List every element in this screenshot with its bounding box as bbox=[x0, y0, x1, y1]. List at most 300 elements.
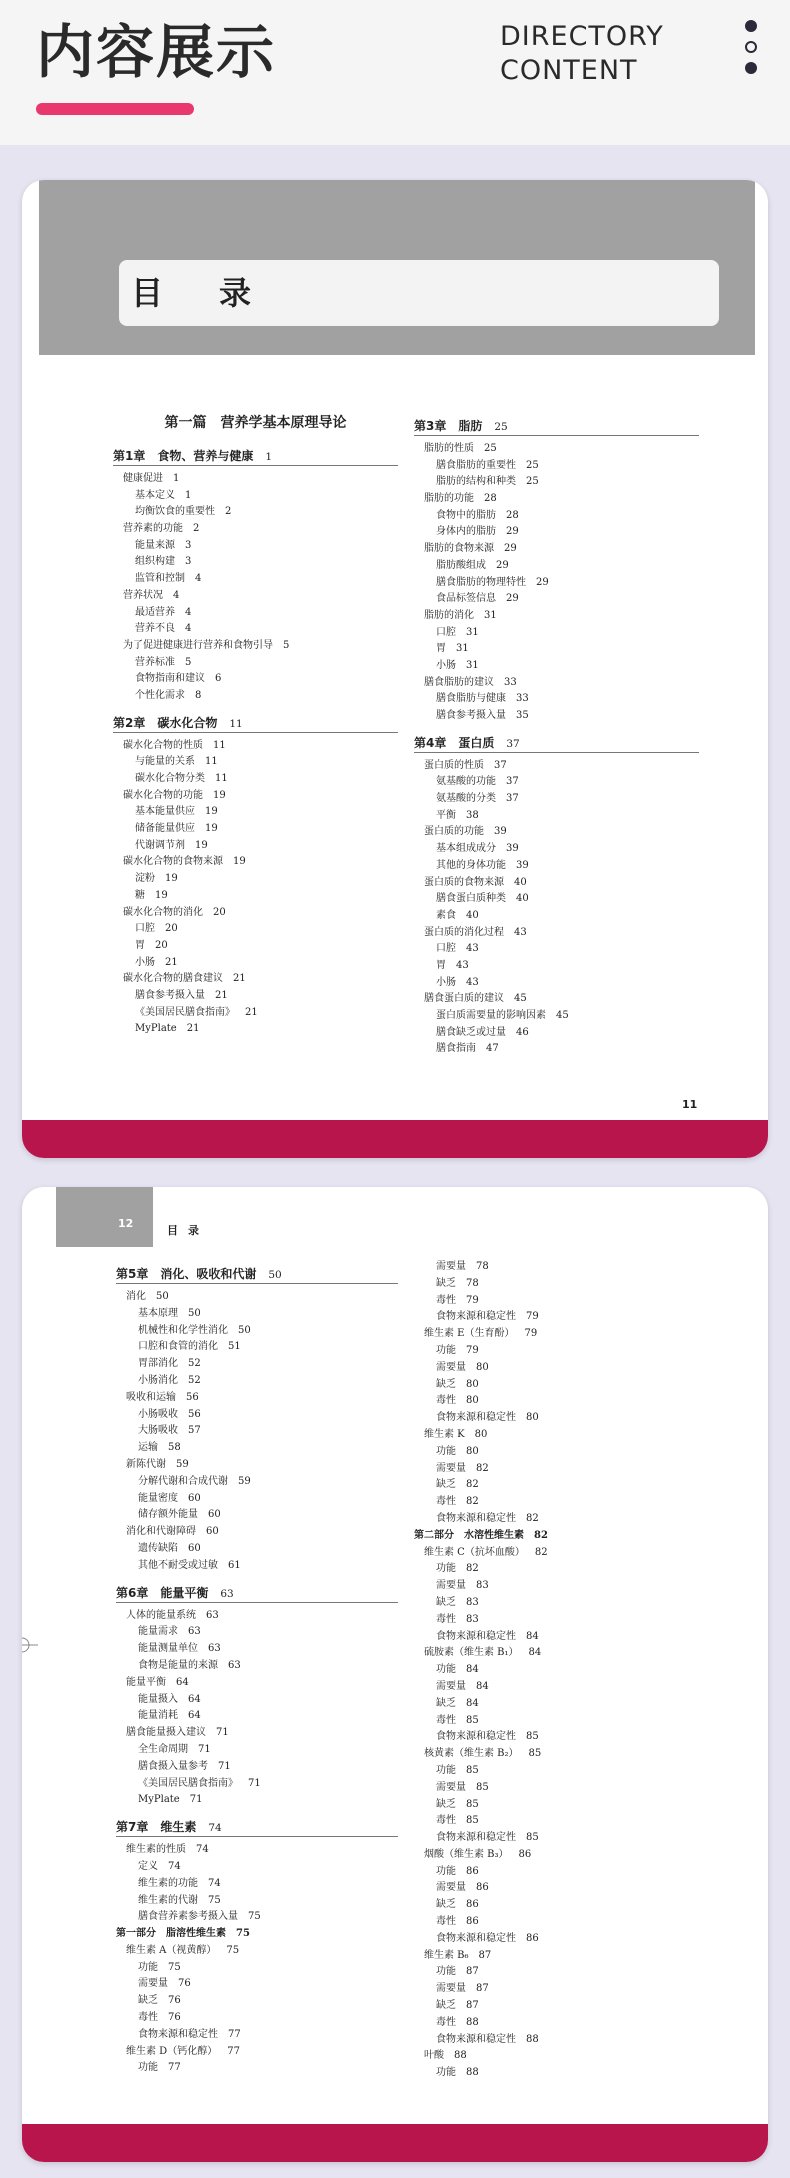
entry-title: 膳食蛋白质的建议 bbox=[424, 993, 504, 1005]
entry-page-number: 76 bbox=[168, 2012, 181, 2024]
entry-title: 缺乏 bbox=[436, 2000, 456, 2012]
toc-subentry bbox=[414, 1393, 714, 1410]
entry-title: 与能量的关系 bbox=[135, 756, 195, 768]
entry-title: 维生素 B₆ bbox=[424, 1949, 469, 1961]
toc-subentry bbox=[116, 1759, 398, 1776]
entry-page-number: 63 bbox=[208, 1643, 221, 1655]
entry-title: 吸收和运输 bbox=[126, 1391, 176, 1403]
toc-entry bbox=[414, 2048, 714, 2065]
entry-title: 缺乏 bbox=[436, 1378, 456, 1390]
toc-subentry bbox=[113, 671, 398, 688]
entry-page-number: 63 bbox=[220, 1587, 234, 1600]
entry-title: 脂肪的消化 bbox=[424, 609, 474, 621]
entry-page-number: 85 bbox=[476, 1781, 489, 1793]
entry-title: 需要量 bbox=[436, 1261, 466, 1272]
entry-title: 素食 bbox=[436, 909, 456, 921]
entry-page-number: 87 bbox=[466, 2000, 479, 2012]
toc-subentry bbox=[414, 958, 699, 975]
entry-page-number: 80 bbox=[474, 1428, 488, 1440]
entry-title: 维生素的代谢 bbox=[138, 1894, 198, 1906]
entry-title: 小肠 bbox=[436, 659, 456, 671]
toc-entry bbox=[414, 1948, 714, 1965]
chapter-heading bbox=[113, 448, 398, 466]
entry-page-number: 43 bbox=[466, 976, 479, 988]
entry-page-number: 78 bbox=[466, 1277, 479, 1289]
entry-title: 毒性 bbox=[436, 1916, 456, 1928]
toc-subentry bbox=[116, 1507, 398, 1524]
page-title: 内容展示 bbox=[36, 18, 277, 86]
toc-subentry bbox=[414, 1864, 714, 1881]
toc-subentry bbox=[414, 1931, 714, 1948]
entry-title: 遗传缺陷 bbox=[138, 1542, 178, 1554]
toc-subentry bbox=[414, 1293, 714, 1310]
entry-page-number: 74 bbox=[196, 1844, 209, 1856]
entry-title: 第7章 维生素 bbox=[116, 1820, 197, 1835]
header-subtitle-line1: DIRECTORY bbox=[500, 21, 664, 52]
entry-title: 营养素的功能 bbox=[123, 523, 183, 535]
toc-subentry bbox=[116, 1541, 398, 1558]
entry-title: 胃 bbox=[436, 643, 446, 655]
entry-page-number: 84 bbox=[466, 1697, 479, 1709]
entry-title: 小肠 bbox=[135, 956, 155, 968]
entry-page-number: 84 bbox=[526, 1630, 539, 1642]
entry-page-number: 31 bbox=[484, 609, 497, 621]
entry-page-number: 35 bbox=[516, 710, 529, 721]
toc-subentry bbox=[414, 808, 699, 825]
toc-subentry bbox=[116, 2060, 398, 2077]
entry-title: 能量测量单位 bbox=[138, 1643, 198, 1655]
toc-subentry bbox=[414, 1041, 699, 1058]
entry-title: 胃部消化 bbox=[138, 1358, 178, 1370]
entry-title: MyPlate bbox=[135, 1023, 177, 1035]
toc-entry bbox=[113, 738, 398, 755]
toc-entry bbox=[116, 1842, 398, 1859]
entry-page-number: 28 bbox=[484, 493, 497, 505]
toc-subentry bbox=[414, 691, 699, 708]
entry-page-number: 71 bbox=[189, 1794, 203, 1806]
toc-entry bbox=[113, 971, 398, 988]
entry-title: 大肠吸收 bbox=[138, 1425, 178, 1437]
entry-page-number: 33 bbox=[504, 676, 517, 688]
entry-title: 毒性 bbox=[436, 1395, 456, 1407]
entry-page-number: 29 bbox=[496, 559, 509, 571]
toc-entry bbox=[414, 925, 699, 942]
entry-page-number: 1 bbox=[265, 451, 273, 463]
page-number-tab bbox=[56, 1187, 153, 1247]
toc-subentry bbox=[414, 1008, 699, 1025]
header-subtitle bbox=[500, 20, 664, 88]
toc-entry bbox=[414, 1746, 714, 1763]
entry-page-number: 19 bbox=[233, 856, 246, 868]
part-heading: 第一篇 营养学基本原理导论 bbox=[164, 415, 347, 431]
toc-entry bbox=[414, 991, 699, 1008]
chapter-heading bbox=[414, 418, 699, 436]
entry-page-number: 4 bbox=[173, 589, 180, 601]
entry-title: 膳食参考摄入量 bbox=[436, 710, 506, 721]
toc-subentry bbox=[116, 1323, 398, 1340]
entry-title: 第2章 碳水化合物 bbox=[113, 715, 218, 730]
entry-page-number: 75 bbox=[208, 1894, 221, 1906]
toc-subentry bbox=[116, 1893, 398, 1910]
entry-page-number: 33 bbox=[516, 693, 529, 705]
toc-subentry bbox=[116, 1491, 398, 1508]
entry-page-number: 19 bbox=[195, 839, 208, 851]
entry-page-number: 63 bbox=[228, 1659, 241, 1671]
entry-title: 功能 bbox=[436, 1445, 456, 1457]
entry-title: 硫胺素（维生素 B₁） bbox=[424, 1647, 519, 1659]
entry-page-number: 43 bbox=[466, 943, 479, 955]
toc-subentry bbox=[113, 938, 398, 955]
toc-subentry bbox=[116, 1909, 398, 1926]
entry-page-number: 85 bbox=[466, 1764, 479, 1776]
toc-subentry bbox=[414, 941, 699, 958]
entry-title: 膳食缺乏或过量 bbox=[436, 1026, 506, 1038]
entry-title: 膳食脂肪与健康 bbox=[436, 693, 506, 705]
toc-entry bbox=[113, 521, 398, 538]
entry-title: 需要量 bbox=[436, 1983, 466, 1995]
running-head: 目录 bbox=[167, 1224, 209, 1237]
entry-page-number: 59 bbox=[176, 1458, 189, 1470]
page-footer-bar bbox=[22, 1120, 768, 1158]
entry-title: 小肠 bbox=[436, 976, 456, 988]
entry-title: 运输 bbox=[138, 1442, 158, 1454]
entry-title: 膳食蛋白质种类 bbox=[436, 893, 506, 905]
entry-page-number: 76 bbox=[168, 1995, 181, 2007]
entry-title: 缺乏 bbox=[436, 1596, 456, 1608]
entry-page-number: 64 bbox=[176, 1676, 189, 1688]
entry-page-number: 86 bbox=[466, 1916, 479, 1928]
entry-title: 基本定义 bbox=[135, 489, 175, 501]
entry-page-number: 77 bbox=[227, 2045, 240, 2057]
entry-page-number: 20 bbox=[155, 939, 168, 951]
entry-page-number: 21 bbox=[186, 1023, 200, 1035]
entry-title: 能量平衡 bbox=[126, 1676, 166, 1688]
entry-title: 蛋白质的功能 bbox=[424, 826, 484, 838]
entry-title: 食物指南和建议 bbox=[135, 673, 205, 685]
toc-subentry bbox=[113, 605, 398, 622]
toc-column-right bbox=[414, 1259, 714, 2082]
toc-subentry bbox=[113, 988, 398, 1005]
entry-page-number: 88 bbox=[466, 2067, 479, 2079]
entry-page-number: 79 bbox=[526, 1311, 539, 1323]
entry-page-number: 63 bbox=[206, 1609, 219, 1621]
entry-title: 维生素 K bbox=[424, 1428, 465, 1440]
entry-title: 蛋白质需要量的影响因素 bbox=[436, 1010, 546, 1021]
toc-entry bbox=[113, 788, 398, 805]
pagination-dot bbox=[745, 62, 757, 74]
toc-subentry bbox=[414, 1309, 714, 1326]
entry-title: 膳食脂肪的物理特性 bbox=[436, 576, 526, 588]
entry-title: 功能 bbox=[138, 2062, 158, 2074]
entry-page-number: 29 bbox=[506, 526, 519, 538]
entry-page-number: 52 bbox=[188, 1358, 201, 1370]
toc-subentry bbox=[414, 891, 699, 908]
toc-entry bbox=[116, 1943, 398, 1960]
entry-page-number: 2 bbox=[225, 506, 232, 518]
entry-page-number: 82 bbox=[534, 1529, 548, 1541]
entry-title: 新陈代谢 bbox=[126, 1458, 166, 1470]
entry-page-number: 31 bbox=[466, 659, 479, 671]
toc-subentry bbox=[116, 1976, 398, 1993]
entry-page-number: 20 bbox=[165, 923, 178, 935]
entry-page-number: 21 bbox=[165, 956, 178, 968]
entry-title: 氨基酸的分类 bbox=[436, 793, 496, 805]
entry-title: 人体的能量系统 bbox=[126, 1609, 196, 1621]
toc-subentry bbox=[414, 1343, 714, 1360]
toc-subentry bbox=[414, 1780, 714, 1797]
toc-subentry bbox=[414, 1763, 714, 1780]
entry-page-number: 63 bbox=[188, 1626, 201, 1638]
entry-page-number: 39 bbox=[506, 843, 519, 855]
toc-subentry bbox=[116, 1339, 398, 1356]
toc-entry bbox=[116, 1608, 398, 1625]
toc-subentry bbox=[414, 2065, 714, 2082]
toc-subentry bbox=[414, 1461, 714, 1478]
entry-page-number: 29 bbox=[506, 593, 519, 605]
toc-subentry bbox=[414, 1629, 714, 1646]
entry-title: 维生素 D（钙化醇） bbox=[126, 2045, 218, 2057]
entry-title: MyPlate bbox=[138, 1794, 180, 1806]
toc-part-entry bbox=[414, 1528, 714, 1545]
toc-subentry bbox=[414, 1578, 714, 1595]
title-underline bbox=[36, 103, 194, 115]
toc-subentry bbox=[116, 1440, 398, 1457]
toc-column-right bbox=[414, 418, 699, 1058]
entry-title: 均衡饮食的重要性 bbox=[135, 506, 215, 518]
toc-subentry bbox=[414, 508, 699, 525]
entry-page-number: 60 bbox=[208, 1509, 221, 1521]
entry-title: 维生素的性质 bbox=[126, 1844, 186, 1856]
toc-subentry bbox=[414, 1360, 714, 1377]
entry-title: 膳食脂肪的重要性 bbox=[436, 459, 516, 471]
entry-page-number: 45 bbox=[514, 993, 527, 1005]
entry-title: 糖 bbox=[135, 889, 145, 901]
pagination-dot bbox=[745, 20, 757, 32]
toc-entry bbox=[113, 905, 398, 922]
toc-entry bbox=[113, 854, 398, 871]
toc-subentry bbox=[414, 1797, 714, 1814]
toc-subentry bbox=[113, 771, 398, 788]
entry-page-number: 86 bbox=[466, 1865, 479, 1877]
toc-subentry bbox=[113, 504, 398, 521]
entry-title: 需要量 bbox=[436, 1580, 466, 1592]
toc-subentry bbox=[414, 1914, 714, 1931]
toc-subentry bbox=[414, 1964, 714, 1981]
entry-page-number: 82 bbox=[466, 1479, 479, 1491]
toc-subentry bbox=[414, 2032, 714, 2049]
entry-page-number: 5 bbox=[185, 656, 192, 668]
entry-title: 功能 bbox=[436, 1966, 456, 1978]
toc-subentry bbox=[113, 655, 398, 672]
toc-page-11 bbox=[22, 180, 768, 1158]
toc-subentry bbox=[116, 1624, 398, 1641]
entry-page-number: 37 bbox=[494, 759, 507, 771]
entry-page-number: 74 bbox=[208, 1822, 222, 1835]
toc-entry bbox=[414, 824, 699, 841]
toc-subentry bbox=[113, 621, 398, 638]
entry-title: 缺乏 bbox=[436, 1277, 456, 1289]
entry-page-number: 28 bbox=[506, 509, 519, 521]
entry-page-number: 80 bbox=[526, 1412, 539, 1424]
entry-title: 碳水化合物的膳食建议 bbox=[123, 973, 223, 985]
entry-page-number: 86 bbox=[466, 1899, 479, 1911]
entry-title: 脂肪酸组成 bbox=[436, 559, 486, 571]
entry-page-number: 47 bbox=[486, 1043, 499, 1055]
entry-title: 功能 bbox=[436, 1563, 456, 1575]
toc-subentry bbox=[414, 641, 699, 658]
toc-subentry bbox=[414, 791, 699, 808]
entry-title: 胃 bbox=[135, 939, 145, 951]
toc-subentry bbox=[116, 1993, 398, 2010]
entry-page-number: 3 bbox=[185, 539, 192, 551]
entry-page-number: 37 bbox=[506, 776, 519, 788]
entry-page-number: 25 bbox=[494, 421, 508, 433]
entry-title: 食物是能量的来源 bbox=[138, 1659, 218, 1671]
entry-title: 营养标准 bbox=[135, 656, 175, 668]
entry-title: 基本原理 bbox=[138, 1307, 178, 1319]
entry-title: 氨基酸的功能 bbox=[436, 776, 496, 788]
entry-page-number: 85 bbox=[466, 1815, 479, 1827]
entry-title: 小肠吸收 bbox=[138, 1408, 178, 1420]
toc-subentry bbox=[414, 558, 699, 575]
entry-title: 能量需求 bbox=[138, 1626, 178, 1638]
toc-subentry bbox=[414, 1998, 714, 2015]
entry-page-number: 50 bbox=[188, 1307, 201, 1319]
entry-page-number: 85 bbox=[466, 1798, 479, 1810]
entry-title: 功能 bbox=[436, 1344, 456, 1356]
entry-title: 脂肪的食物来源 bbox=[424, 543, 494, 555]
toc-title: 目录 bbox=[131, 274, 308, 312]
entry-title: 食物来源和稳定性 bbox=[436, 1731, 516, 1743]
toc-subentry bbox=[116, 1356, 398, 1373]
entry-title: 功能 bbox=[436, 1664, 456, 1676]
entry-page-number: 19 bbox=[205, 823, 218, 835]
entry-page-number: 1 bbox=[173, 473, 180, 484]
toc-subentry bbox=[414, 1561, 714, 1578]
entry-title: 第6章 能量平衡 bbox=[116, 1585, 209, 1600]
toc-subentry bbox=[414, 1662, 714, 1679]
toc-subentry bbox=[414, 1477, 714, 1494]
toc-subentry bbox=[116, 1960, 398, 1977]
entry-page-number: 51 bbox=[228, 1341, 241, 1353]
entry-title: 食物来源和稳定性 bbox=[436, 1832, 516, 1844]
toc-entry bbox=[414, 1545, 714, 1562]
chapter-heading bbox=[116, 1819, 398, 1837]
entry-page-number: 79 bbox=[466, 1294, 479, 1306]
toc-subentry bbox=[414, 1259, 714, 1276]
entry-title: 膳食摄入量参考 bbox=[138, 1760, 208, 1772]
entry-page-number: 2 bbox=[193, 523, 200, 535]
toc-page-12 bbox=[22, 1187, 768, 2162]
entry-page-number: 11 bbox=[215, 773, 228, 784]
toc-subentry bbox=[116, 1692, 398, 1709]
entry-title: 能量消耗 bbox=[138, 1710, 178, 1722]
entry-page-number: 83 bbox=[466, 1596, 479, 1608]
entry-page-number: 38 bbox=[466, 809, 479, 821]
toc-entry bbox=[414, 1427, 714, 1444]
entry-title: 缺乏 bbox=[436, 1697, 456, 1709]
toc-subentry bbox=[414, 1612, 714, 1629]
entry-page-number: 60 bbox=[188, 1492, 201, 1504]
entry-title: 个性化需求 bbox=[135, 689, 185, 701]
entry-title: 缺乏 bbox=[436, 1899, 456, 1911]
entry-page-number: 86 bbox=[526, 1932, 539, 1944]
toc-subentry bbox=[113, 688, 398, 705]
toc-subentry bbox=[414, 524, 699, 541]
toc-subentry bbox=[414, 1410, 714, 1427]
toc-subentry bbox=[414, 1880, 714, 1897]
toc-subentry bbox=[116, 1708, 398, 1725]
page-number: 11 bbox=[682, 1098, 698, 1111]
entry-title: 膳食指南 bbox=[436, 1043, 476, 1055]
entry-title: 食物来源和稳定性 bbox=[436, 2033, 516, 2045]
toc-entry bbox=[414, 875, 699, 892]
toc-entry bbox=[116, 1725, 398, 1742]
entry-title: 平衡 bbox=[436, 809, 456, 821]
entry-title: 消化 bbox=[126, 1291, 146, 1302]
entry-page-number: 25 bbox=[484, 443, 497, 454]
entry-page-number: 21 bbox=[215, 989, 228, 1001]
entry-title: 能量摄入 bbox=[138, 1693, 178, 1705]
toc-entry bbox=[116, 1675, 398, 1692]
entry-title: 碳水化合物的消化 bbox=[123, 906, 203, 918]
entry-title: 毒性 bbox=[138, 2012, 158, 2024]
entry-page-number: 50 bbox=[268, 1269, 282, 1281]
entry-page-number: 21 bbox=[233, 973, 246, 985]
entry-page-number: 11 bbox=[213, 739, 226, 751]
entry-page-number: 3 bbox=[185, 556, 192, 568]
entry-title: 膳食参考摄入量 bbox=[135, 989, 205, 1001]
entry-page-number: 85 bbox=[526, 1832, 539, 1844]
entry-title: 其他的身体功能 bbox=[436, 859, 506, 871]
entry-title: 食物来源和稳定性 bbox=[436, 1512, 516, 1524]
toc-entry bbox=[414, 441, 699, 458]
entry-page-number: 87 bbox=[466, 1966, 479, 1978]
toc-part-entry bbox=[116, 1926, 398, 1943]
entry-page-number: 50 bbox=[238, 1324, 251, 1336]
entry-title: 第二部分 水溶性维生素 bbox=[414, 1529, 524, 1541]
entry-page-number: 40 bbox=[466, 909, 479, 921]
entry-page-number: 82 bbox=[476, 1462, 489, 1474]
entry-page-number: 29 bbox=[504, 543, 517, 555]
toc-subentry bbox=[414, 625, 699, 642]
entry-page-number: 6 bbox=[215, 673, 222, 685]
entry-page-number: 52 bbox=[188, 1374, 201, 1386]
entry-title: 食品标签信息 bbox=[436, 593, 496, 605]
entry-title: 脂肪的结构和种类 bbox=[436, 476, 516, 488]
entry-page-number: 85 bbox=[528, 1748, 542, 1760]
entry-title: 最适营养 bbox=[135, 606, 175, 618]
entry-page-number: 11 bbox=[229, 717, 243, 730]
entry-title: 第3章 脂肪 bbox=[414, 419, 483, 433]
entry-page-number: 82 bbox=[534, 1546, 548, 1558]
toc-subentry bbox=[113, 754, 398, 771]
toc-entry bbox=[414, 675, 699, 692]
entry-page-number: 64 bbox=[188, 1710, 201, 1722]
toc-subentry bbox=[414, 708, 699, 725]
entry-page-number: 82 bbox=[466, 1563, 479, 1575]
toc-subentry bbox=[116, 1742, 398, 1759]
entry-page-number: 25 bbox=[526, 459, 539, 471]
toc-subentry bbox=[414, 1897, 714, 1914]
entry-title: 其他不耐受或过敏 bbox=[138, 1559, 218, 1571]
entry-page-number: 71 bbox=[198, 1743, 211, 1755]
entry-title: 毒性 bbox=[436, 2016, 456, 2028]
toc-subentry bbox=[113, 571, 398, 588]
entry-page-number: 84 bbox=[528, 1647, 542, 1659]
entry-page-number: 87 bbox=[478, 1949, 492, 1961]
toc-subentry bbox=[414, 458, 699, 475]
